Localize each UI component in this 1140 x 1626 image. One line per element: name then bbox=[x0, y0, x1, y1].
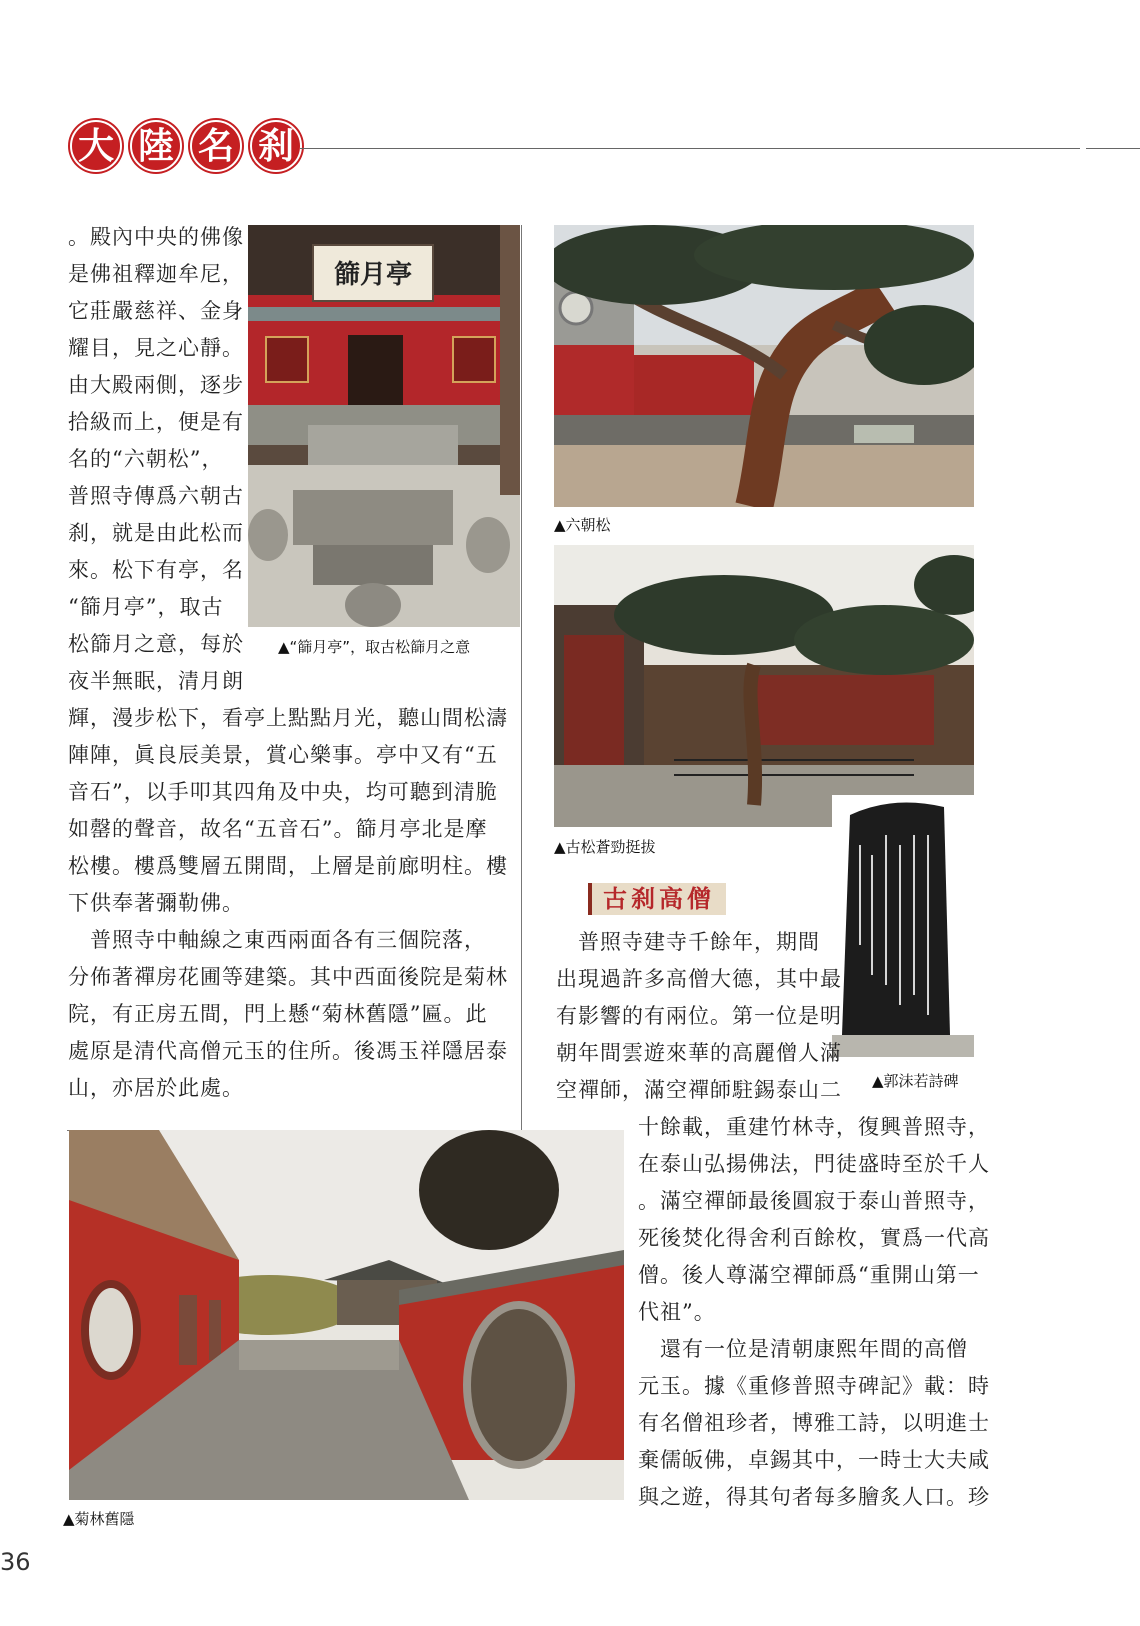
text-line: 棄儒皈佛，卓錫其中，一時士大夫咸 bbox=[638, 1448, 990, 1472]
text-line: 來。松下有亭，名 bbox=[68, 558, 244, 582]
text-line: 代祖”。 bbox=[638, 1300, 716, 1324]
header-char-1: 大 bbox=[70, 120, 122, 172]
photo-liuchao-pine bbox=[554, 225, 974, 507]
header-char-4: 刹 bbox=[250, 120, 302, 172]
text-line: 由大殿兩側，逐步 bbox=[68, 373, 244, 397]
text-line: 普照寺建寺千餘年，期間 bbox=[556, 930, 820, 954]
caption-shaiyue: ▲“篩月亭”，取古松篩月之意 bbox=[278, 638, 471, 656]
text-line: 死後焚化得舍利百餘枚，實爲一代高 bbox=[638, 1226, 990, 1250]
text-line: 普照寺傳爲六朝古 bbox=[68, 484, 244, 508]
left-wide-text bbox=[68, 700, 508, 1107]
text-line: 。滿空禪師最後圓寂于泰山普照寺， bbox=[638, 1189, 990, 1213]
right-upper-text bbox=[556, 924, 842, 1109]
text-line: 分佈著禪房花圃等建築。其中西面後院是菊林 bbox=[68, 965, 508, 989]
text-line: 僧。後人尊滿空禪師爲“重開山第一 bbox=[638, 1263, 980, 1287]
left-narrow-text bbox=[68, 219, 244, 700]
text-line: 出現過許多高僧大德，其中最 bbox=[556, 967, 842, 991]
text-line: 夜半無眠，清月朗 bbox=[68, 669, 244, 693]
text-line: 十餘載，重建竹林寺，復興普照寺， bbox=[638, 1115, 990, 1139]
text-line: 名的“六朝松”， bbox=[68, 447, 224, 471]
text-line: 下供奉著彌勒佛。 bbox=[68, 891, 244, 915]
text-line: 有名僧祖珍者，博雅工詩，以明進士 bbox=[638, 1411, 990, 1435]
caption-julin: ▲菊林舊隱 bbox=[63, 1510, 135, 1528]
photo-old-pine bbox=[554, 545, 974, 827]
text-line: 松篩月之意，每於 bbox=[68, 632, 244, 656]
text-line: 元玉。據《重修普照寺碑記》載：時 bbox=[638, 1374, 990, 1398]
text-line: 它莊嚴慈祥、金身 bbox=[68, 299, 244, 323]
text-line: 。殿內中央的佛像 bbox=[68, 225, 244, 249]
text-line: 輝，漫步松下，看亭上點點月光，聽山間松濤 bbox=[68, 706, 508, 730]
caption-guomoruo: ▲郭沫若詩碑 bbox=[872, 1072, 959, 1090]
column-divider bbox=[521, 225, 522, 1130]
header-rule bbox=[300, 148, 1080, 149]
right-lower-text bbox=[638, 1109, 990, 1516]
text-line: 刹，就是由此松而 bbox=[68, 521, 244, 545]
header-char-2: 陸 bbox=[130, 120, 182, 172]
text-line: 有影響的有兩位。第一位是明 bbox=[556, 1004, 842, 1028]
header-rule-end bbox=[1086, 148, 1140, 149]
text-line: 空禪師，滿空禪師駐錫泰山二 bbox=[556, 1078, 842, 1102]
text-line: 還有一位是清朝康熙年間的高僧 bbox=[638, 1337, 968, 1361]
text-line: 院，有正房五間，門上懸“菊林舊隱”匾。此 bbox=[68, 1002, 488, 1026]
text-line: 拾級而上，便是有 bbox=[68, 410, 244, 434]
text-line: 處原是清代高僧元玉的住所。後馮玉祥隱居泰 bbox=[68, 1039, 508, 1063]
text-line: 朝年間雲遊來華的高麗僧人滿 bbox=[556, 1041, 842, 1065]
text-line: 山，亦居於此處。 bbox=[68, 1076, 244, 1100]
text-line: 松樓。樓爲雙層五開間，上層是前廊明柱。樓 bbox=[68, 854, 508, 878]
text-line: 耀目，見之心靜。 bbox=[68, 336, 244, 360]
header-char-3: 名 bbox=[190, 120, 242, 172]
text-line: “篩月亭”，取古 bbox=[68, 595, 224, 619]
section-title: 古刹高僧 bbox=[588, 883, 726, 915]
page-number: 36 bbox=[0, 1548, 31, 1576]
text-line: 與之遊，得其句者每多膾炙人口。珍 bbox=[638, 1485, 990, 1509]
text-line: 是佛祖釋迦牟尼， bbox=[68, 262, 244, 286]
photo-shaiyue-pavilion bbox=[248, 225, 520, 627]
photo-julin-retreat bbox=[69, 1130, 624, 1500]
plaque-text: 篩月亭 bbox=[333, 260, 413, 290]
text-line: 如罄的聲音，故名“五音石”。篩月亭北是摩 bbox=[68, 817, 488, 841]
text-line: 在泰山弘揚佛法，門徒盛時至於千人 bbox=[638, 1152, 990, 1176]
caption-liuchao: ▲六朝松 bbox=[554, 516, 611, 534]
text-line: 音石”，以手叩其四角及中央，均可聽到清脆 bbox=[68, 780, 498, 804]
text-line: 陣陣，眞良辰美景，賞心樂事。亭中又有“五 bbox=[68, 743, 498, 767]
caption-old-pine: ▲古松蒼勁挺拔 bbox=[554, 838, 656, 856]
photo-guomoruo-stele bbox=[832, 795, 974, 1057]
text-line: 普照寺中軸線之東西兩面各有三個院落， bbox=[68, 928, 486, 952]
